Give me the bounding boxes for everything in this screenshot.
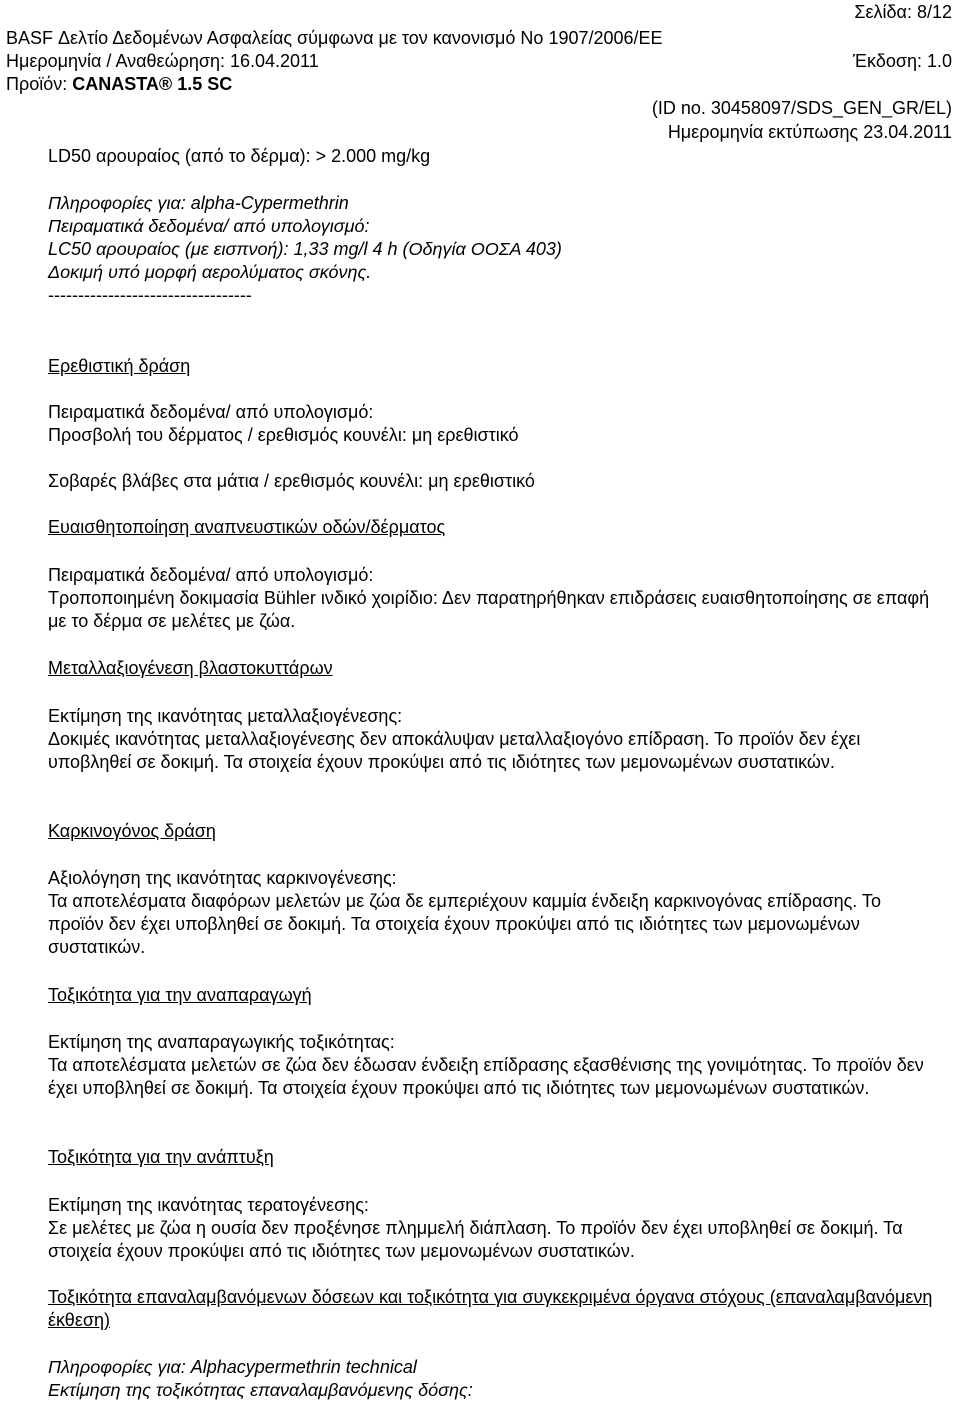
page-number: Σελίδα: 8/12	[854, 2, 952, 22]
separator-line: ----------------------------------	[48, 285, 252, 305]
stot-label: Εκτίμηση της τοξικότητας επαναλαμβανόμενης δόσης:	[48, 1380, 473, 1400]
experimental-label: Πειραματικά δεδομένα/ από υπολογισμό:	[48, 216, 370, 236]
reproduction-label: Εκτίμηση της αναπαραγωγικής τοξικότητας:	[48, 1032, 395, 1052]
carcinogenicity-label: Αξιολόγηση της ικανότητας καρκινογένεσης:	[48, 868, 397, 888]
mutagenicity-heading: Μεταλλαξιογένεση βλαστοκυττάρων	[48, 658, 333, 678]
eye-irritation: Σοβαρές βλάβες στα μάτια / ερεθισμός κουνέλι: μη ερεθιστικό	[48, 471, 535, 491]
mutagenicity-text: Δοκιμές ικανότητας μεταλλαξιογένεσης δεν αποκάλυψαν μεταλλαξιογόνο επίδραση. Το προϊόν δεν έχει υποβληθεί σε δοκιμή. Τα στοιχεία έχουν προκύψει από τις ιδιότητες των μεμονωμένων συστατικών.	[48, 729, 861, 772]
irritation-experimental-label: Πειραματικά δεδομένα/ από υπολογισμό:	[48, 402, 374, 422]
reproduction-text: Τα αποτελέσματα μελετών σε ζώα δεν έδωσαν ένδειξη επίδρασης εξασθένισης της γονιμότητας. Το προϊόν δεν έχει υποβληθεί σε δοκιμή. Τα στοιχεία έχουν προκύψει από τις ιδιότητες των μεμονωμένων συστατικών.	[48, 1055, 924, 1098]
version: Έκδοση: 1.0	[852, 51, 952, 71]
stot-heading: Τοξικότητα επαναλαμβανόμενων δόσεων και τοξικότητα για συγκεκριμένα όργανα στόχους (επαναλαμβανόμενη έκθεση)	[48, 1287, 933, 1330]
product-label: Προϊόν:	[6, 74, 73, 94]
development-heading: Τοξικότητα για την ανάπτυξη	[48, 1147, 274, 1167]
skin-irritation: Προσβολή του δέρματος / ερεθισμός κουνέλι: μη ερεθιστικό	[48, 425, 519, 445]
mutagenicity-label: Εκτίμηση της ικανότητας μεταλλαξιογένεσης:	[48, 706, 403, 726]
product-name: CANASTA® 1.5 SC	[72, 74, 233, 94]
stot-info: Πληροφορίες για: Alphacypermethrin technical	[48, 1357, 417, 1377]
development-text: Σε μελέτες με ζώα η ουσία δεν προξένησε πλημμελή διάπλαση. Το προϊόν δεν έχει υποβληθεί σε δοκιμή. Τα στοιχεία έχουν προκύψει από τις ιδιότητες των μεμονωμένων συστατικών.	[48, 1218, 903, 1261]
carcinogenicity-text: Τα αποτελέσματα διαφόρων μελετών με ζώα δε εμπεριέχουν καμμία ένδειξη καρκινογόνας επίδρασης. Το προϊόν δεν έχει υποβληθεί σε δοκιμή. Τα στοιχεία έχουν προκύψει από τις ιδιότητες των μεμονωμένων συστατικών.	[48, 891, 881, 957]
product-line	[6, 73, 232, 95]
ld50-dermal: LD50 αρουραίος (από το δέρμα): > 2.000 mg/kg	[48, 146, 431, 166]
document-title: BASF Δελτίο Δεδομένων Ασφαλείας σύμφωνα με τον κανονισμό No 1907/2006/ΕΕ	[6, 28, 663, 48]
info-alpha-cypermethrin: Πληροφορίες για: alpha-Cypermethrin	[48, 193, 349, 213]
sensitization-text: Τροποποιημένη δοκιμασία Bühler ινδικό χοιρίδιο: Δεν παρατηρήθηκαν επιδράσεις ευαισθητοποίησης σε επαφή με το δέρμα σε μελέτες με ζώα.	[48, 588, 930, 631]
lc50-inhalation: LC50 αρουραίος (με εισπνοή): 1,33 mg/l 4 h (Οδηγία ΟΟΣΑ 403)	[48, 239, 562, 259]
carcinogenicity-heading: Καρκινογόνος δράση	[48, 821, 216, 841]
revision-date: Ημερομηνία / Αναθεώρηση: 16.04.2011	[6, 51, 319, 71]
reproduction-heading: Τοξικότητα για την αναπαραγωγή	[48, 985, 312, 1005]
id-number: (ID no. 30458097/SDS_GEN_GR/EL)	[651, 98, 952, 118]
print-date: Ημερομηνία εκτύπωσης 23.04.2011	[667, 122, 952, 142]
sensitization-heading: Ευαισθητοποίηση αναπνευστικών οδών/δέρματος	[48, 517, 446, 537]
development-label: Εκτίμηση της ικανότητας τερατογένεσης:	[48, 1195, 369, 1215]
sensitization-experimental-label: Πειραματικά δεδομένα/ από υπολογισμό:	[48, 565, 374, 585]
irritation-heading: Ερεθιστική δράση	[48, 356, 191, 376]
dust-aerosol-test: Δοκιμή υπό μορφή αερολύματος σκόνης.	[48, 262, 372, 282]
